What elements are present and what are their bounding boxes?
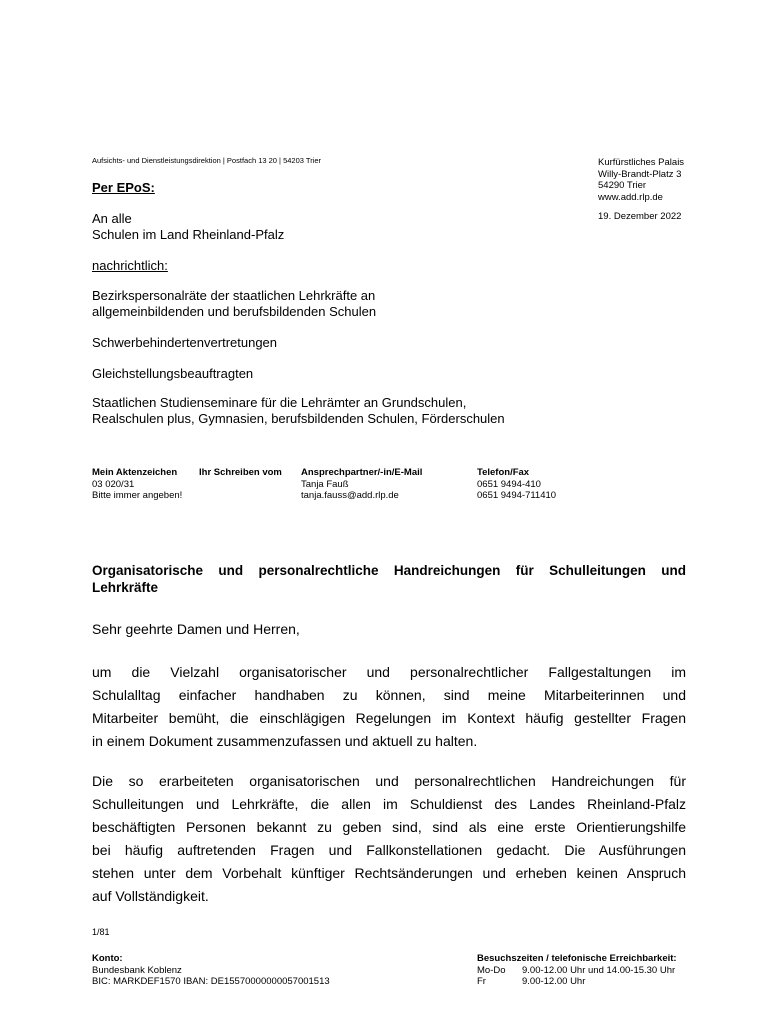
body-paragraph: [92, 770, 686, 908]
reference-your-letter: [199, 467, 282, 479]
cc-recipient: [92, 288, 376, 320]
cc-line: Gleichstellungsbeauftragten: [92, 366, 254, 381]
cc-line: Staatlichen Studienseminare für die Lehrämter an Grundschulen,: [92, 395, 467, 410]
cc-label: nachrichtlich:: [92, 258, 168, 273]
letter-date: 19. Dezember 2022: [598, 211, 682, 222]
cc-line: Schwerbehindertenvertretungen: [92, 335, 278, 350]
address-line: Kurfürstliches Palais: [598, 157, 685, 168]
addressee-line: Schulen im Land Rheinland-Pfalz: [92, 227, 285, 242]
reference-value: 0651 9494-711410: [477, 490, 557, 501]
body-paragraph: [92, 661, 686, 753]
cc-recipient: [92, 395, 505, 427]
footer-office-hours: [477, 953, 677, 988]
reference-header: Ansprechpartner/-in/E-Mail: [301, 467, 423, 478]
paragraph-line: bei häufig auftretenden Fragen und Fallkonstellationen gedacht. Die Ausführungen: [92, 842, 686, 858]
hours-time: 9.00-12.00 Uhr und 14.00-15.30 Uhr: [522, 964, 676, 976]
paragraph-line: Schulalltag einfacher handhaben zu können, sind meine Mitarbeiterinnen und: [92, 687, 686, 703]
website-link: www.add.rlp.de: [598, 191, 663, 203]
cc-line: Bezirkspersonalräte der staatlichen Lehrkräfte an: [92, 288, 376, 303]
reference-value: Tanja Fauß: [301, 478, 349, 490]
reference-header: Telefon/Fax: [477, 467, 530, 478]
paragraph-line: Die so erarbeiteten organisatorischen und personalrechtlichen Handreichungen für: [92, 773, 686, 789]
hours-row: [477, 965, 677, 977]
reference-value: 03 020/31: [92, 478, 135, 490]
hours-time: 9.00-12.00 Uhr: [522, 976, 586, 987]
paragraph-line: stehen unter dem Vorbehalt künftiger Rechtsänderungen und erheben keinen Anspruch: [92, 865, 686, 881]
cc-recipient: [92, 366, 253, 382]
hours-day: Fr: [477, 976, 486, 987]
paragraph-line: auf Vollständigkeit.: [92, 888, 209, 904]
reference-file-number: [92, 467, 182, 502]
footer-label: Besuchszeiten / telefonische Erreichbarkeit:: [477, 953, 677, 964]
cc-line: Realschulen plus, Gymnasien, berufsbildenden Schulen, Förderschulen: [92, 411, 505, 426]
paragraph-line: in einem Dokument zusammenzufassen und aktuell zu halten.: [92, 733, 478, 749]
paragraph-line: Schulleitungen und Lehrkräfte, die allen im Schuldienst des Landes Rheinland-Pfalz: [92, 796, 686, 812]
sender-address-line: Aufsichts- und Dienstleistungsdirektion | Postfach 13 20 | 54203 Trier: [92, 156, 322, 165]
hours-day: Mo-Do: [477, 964, 506, 976]
page-number: 1/81: [92, 927, 110, 937]
addressee-line: An alle: [92, 211, 132, 226]
footer-bank: Bundesbank Koblenz: [92, 964, 182, 976]
reference-header: Mein Aktenzeichen: [92, 467, 178, 478]
letter-subject: Organisatorische und personalrechtliche Handreichungen für Schulleitungen und Lehrkräfte: [92, 563, 686, 595]
footer-label: Konto:: [92, 953, 123, 964]
delivery-method: Per EPoS:: [92, 180, 155, 195]
address-line: Willy-Brandt-Platz 3: [598, 168, 682, 180]
footer-bic-iban: BIC: MARKDEF1570 IBAN: DE15570000000057001513: [92, 976, 330, 987]
reference-contact: [301, 467, 422, 502]
salutation: Sehr geehrte Damen und Herren,: [92, 621, 300, 637]
authority-address: [598, 157, 684, 203]
cc-recipient: [92, 335, 277, 351]
address-line: 54290 Trier: [598, 180, 647, 191]
addressee: [92, 211, 284, 243]
cc-line: allgemeinbildenden und berufsbildenden Schulen: [92, 304, 377, 319]
hours-row: [477, 976, 677, 988]
paragraph-line: um die Vielzahl organisatorischer und personalrechtlicher Fallgestaltungen im: [92, 664, 686, 680]
contact-email: tanja.fauss@add.rlp.de: [301, 490, 399, 501]
paragraph-line: beschäftigten Personen bekannt zu geben sind, sind als eine erste Orientierungshilfe: [92, 819, 686, 835]
reference-value: 0651 9494-410: [477, 478, 541, 490]
paragraph-line: Mitarbeiter bemüht, die einschlägigen Regelungen im Kontext häufig gestellter Fragen: [92, 710, 686, 726]
footer-bank-details: [92, 953, 330, 988]
reference-phone: [477, 467, 556, 502]
reference-value: Bitte immer angeben!: [92, 490, 183, 501]
reference-header: Ihr Schreiben vom: [199, 467, 282, 478]
